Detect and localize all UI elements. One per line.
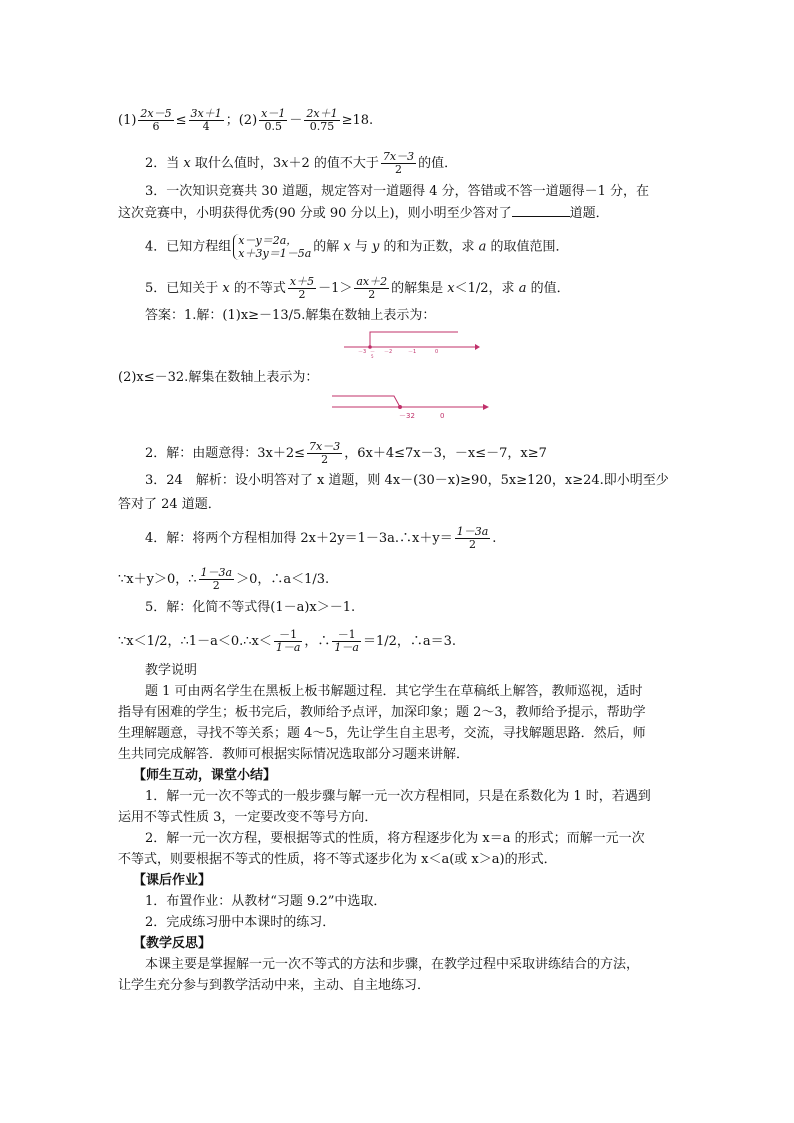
reflection-heading: 【教学反思】 [133,936,212,951]
tick-label: －3 [358,349,367,355]
fraction: $\frac{1-3a}{2}$ [456,525,489,551]
fraction: $\frac{-1}{1-a}$ [334,628,359,654]
tick-label: 0 [440,412,445,420]
fraction: $\frac{-1}{1-a}$ [275,628,301,654]
tick-label: 0 [435,349,439,355]
exercise-2: 2．当 x 取什么值时，3x＋2 的值不大于 $\frac{7x-3}{2}$ 的值． [145,150,458,176]
answer-5-line-2: ∵x＜1/2，∴1－a＜0.∴x＜ $\frac{-1}{1-a}$ ，∴ $\frac{-1}{1-a}$ ＝1/2，∴a＝3. [118,628,457,654]
tick-label: 5 [371,354,374,359]
teaching-line: 生共同完成解答．教师可根据实际情况选取部分习题来讲解． [118,747,470,762]
summary-line: 1．解一元一次不等式的一般步骤与解一元一次方程相同，只是在系数化为 1 时，若遇到 [145,789,651,804]
fraction: $\frac{1-3a}{2}$ [200,566,233,592]
exercise-1: (1) $\frac{2x-5}{6}$ ≤ $\frac{3x+1}{4}$ ；(2) $\frac{x-1}{0.5}$ － $\frac{2x+1}{0.75}$ ≥18. [118,107,374,133]
teaching-heading: 教学说明 [145,663,198,678]
answer-2: 2．解：由题意得：3x＋2≤ $\frac{7x-3}{2}$ ，6x＋4≤7x－3，－x≤－7，x≥7 [145,440,547,466]
fraction: $\frac{x+5}{2}$ [289,275,315,301]
tick-label: －2 [384,349,393,355]
homework-line: 2．完成练习册中本课时的练习． [145,915,336,930]
exercise-4: 4．已知方程组 x－y＝2a， x＋3y＝1－5a 的解 x 与 y 的和为正数，求 a 的取值范围． [145,234,569,260]
summary-heading: 【师生互动，课堂小结】 [133,768,277,783]
summary-line: 2．解一元一次方程，要根据等式的性质，将方程逐步化为 x＝a 的形式；而解一元一次 [145,831,645,846]
teaching-line: 题 1 可由两名学生在黑板上板书解题过程．其它学生在草稿纸上解答，教师巡视，适时 [145,684,643,699]
tick-label: －32 [399,412,415,420]
reflection-line: 让学生充分参与到教学活动中来，主动、自主地练习． [118,978,431,993]
answer-1-part-2: (2)x≤－32.解集在数轴上表示为： [118,370,319,385]
equation-system: x－y＝2a， x＋3y＝1－5a [233,234,311,260]
answer-blank [512,204,570,217]
tick-label: － [370,349,376,355]
exercise-3-line-2: 这次竞赛中，小明获得优秀(90 分或 90 分以上)，则小明至少答对了 道题． [118,206,609,221]
teaching-line: 指导有困难的学生；板书完后，教师给予点评，加深印象；题 2～3，教师给予提示，帮助学 [118,705,646,720]
fraction: $\frac{2x-5}{6}$ [140,107,172,133]
exercise-5: 5．已知关于 x 的不等式 $\frac{x+5}{2}$ －1＞ $\frac{ax+2}{2}$ 的解集是 x＜1/2，求 a 的值． [145,275,570,301]
reflection-line: 本课主要是掌握解一元一次不等式的方法和步骤，在教学过程中采取讲练结合的方法， [145,957,640,972]
summary-line: 不等式，则要根据不等式的性质，将不等式逐步化为 x＜a(或 x＞a)的形式． [118,852,557,867]
tick-label: －1 [408,349,417,355]
answer-4-line-1: 4．解：将两个方程相加得 2x＋2y＝1－3a.∴x＋y＝ $\frac{1-3a}{2}$ . [145,525,497,551]
fraction: $\frac{x-1}{0.5}$ [261,107,286,133]
number-line-1 [340,326,480,360]
fraction: $\frac{7x-3}{2}$ [309,440,341,466]
answer-5-line-1: 5．解：化简不等式得(1－a)x＞－1. [145,600,356,615]
fraction: $\frac{7x-3}{2}$ [382,150,415,176]
answer-3-line-2: 答对了 24 道题． [118,497,221,512]
fraction: $\frac{3x+1}{4}$ [190,107,222,133]
number-line-2 [330,390,492,422]
summary-line: 运用不等式性质 3，一定要改变不等号方向． [118,810,378,825]
homework-line: 1．布置作业：从教材“习题 9.2”中选取． [145,894,387,909]
answer-1-part-1: 答案：1.解：(1)x≥－13/5.解集在数轴上表示为： [145,308,436,323]
answer-3-line-1: 3．24 解析：设小明答对了 x 道题，则 4x－(30－x)≥90，5x≥120，x≥24.即小明至少 [145,473,669,488]
exercise-3-line-1: 3．一次知识竞赛共 30 道题，规定答对一道题得 4 分，答错或不答一道题得－1 分，在 [145,184,650,199]
homework-heading: 【课后作业】 [133,873,212,888]
fraction: $\frac{ax+2}{2}$ [356,275,388,301]
fraction: $\frac{2x+1}{0.75}$ [306,107,338,133]
answer-4-line-2: ∵x＋y＞0，∴ $\frac{1-3a}{2}$ ＞0，∴a＜1/3. [118,566,330,592]
teaching-line: 生理解题意，寻找不等关系；题 4～5，先让学生自主思考，交流，寻找解题思路．然后，师 [118,726,646,741]
